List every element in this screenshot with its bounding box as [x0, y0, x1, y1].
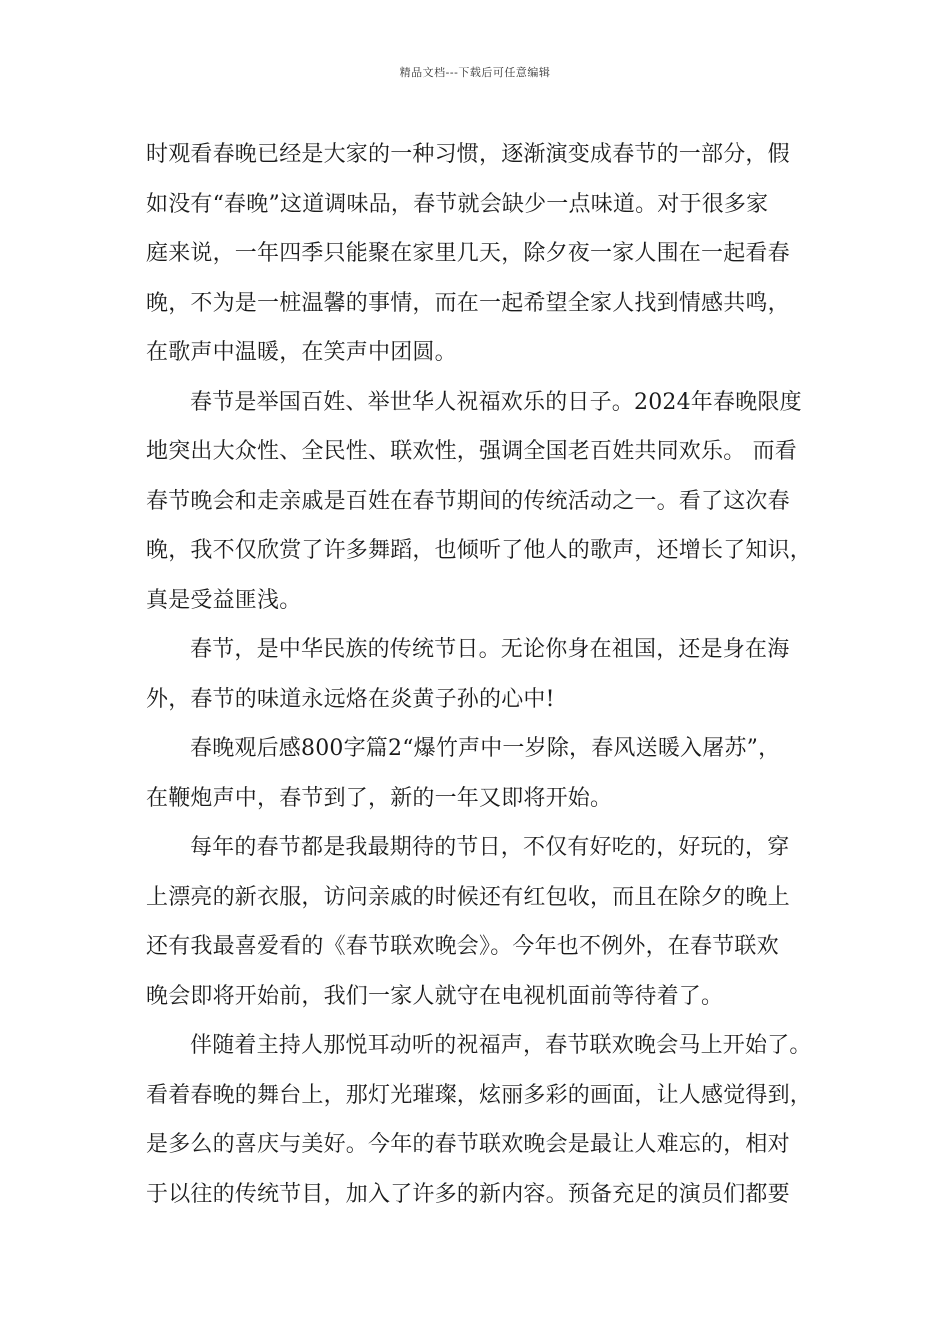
text-line: 晚，不为是一桩温馨的事情，而在一起希望全家人找到情感共鸣，: [146, 290, 790, 316]
text-line: 如没有“春晚”这道调味品，春节就会缺少一点味道。对于很多家: [146, 191, 769, 217]
text-line: 庭来说，一年四季只能聚在家里几天，除夕夜一家人围在一起看春: [146, 241, 790, 266]
text-line: 上漂亮的新衣服，访问亲戚的时候还有红包收，而且在除夕的晚上: [146, 884, 790, 910]
text-line: 还有我最喜爱看的《春节联欢晚会》。今年也不例外，在春节联欢: [146, 934, 779, 959]
text-line: 真是受益匪浅。: [146, 587, 302, 613]
paragraph-first-line: 春晚观后感800字篇2“爆竹声中一岁除，春风送暖入屠苏”，: [190, 736, 781, 761]
page-header: 精品文档---下载后可任意编辑: [399, 66, 551, 79]
text-line: 春节晚会和走亲戚是百姓在春节期间的传统活动之一。看了这次春: [146, 488, 790, 514]
text-line: 于以往的传统节目，加入了许多的新内容。预备充足的演员们都要: [146, 1181, 790, 1207]
paragraph-first-line: 每年的春节都是我最期待的节日，不仅有好吃的，好玩的，穿: [190, 835, 790, 860]
text-line: 时观看春晚已经是大家的一种习惯，逐渐演变成春节的一部分，假: [146, 142, 790, 167]
paragraph-first-line: 春节是举国百姓、举世华人祝福欢乐的日子。2024年春晚限度: [190, 389, 802, 415]
text-line: 晚，我不仅欣赏了许多舞蹈，也倾听了他人的歌声，还增长了知识，: [146, 538, 813, 563]
paragraph-first-line: 伴随着主持人那悦耳动听的祝福声，春节联欢晚会马上开始了。: [190, 1033, 812, 1058]
text-line: 看着春晚的舞台上，那灯光璀璨，炫丽多彩的画面，让人感觉得到，: [146, 1082, 813, 1108]
text-line: 外，春节的味道永远烙在炎黄子孙的心中!: [146, 686, 555, 712]
text-line: 在歌声中温暖，在笑声中团圆。: [146, 340, 457, 365]
paragraph-first-line: 春节，是中华民族的传统节日。无论你身在祖国，还是身在海: [190, 637, 790, 662]
document-body: [146, 130, 816, 1219]
text-line: 在鞭炮声中，春节到了，新的一年又即将开始。: [146, 785, 613, 811]
text-line: 地突出大众性、全民性、联欢性，强调全国老百姓共同欢乐。 而看: [146, 439, 797, 464]
text-line: 是多么的喜庆与美好。今年的春节联欢晚会是最让人难忘的，相对: [146, 1132, 790, 1157]
text-line: 晚会即将开始前，我们一家人就守在电视机面前等待着了。: [146, 983, 724, 1009]
